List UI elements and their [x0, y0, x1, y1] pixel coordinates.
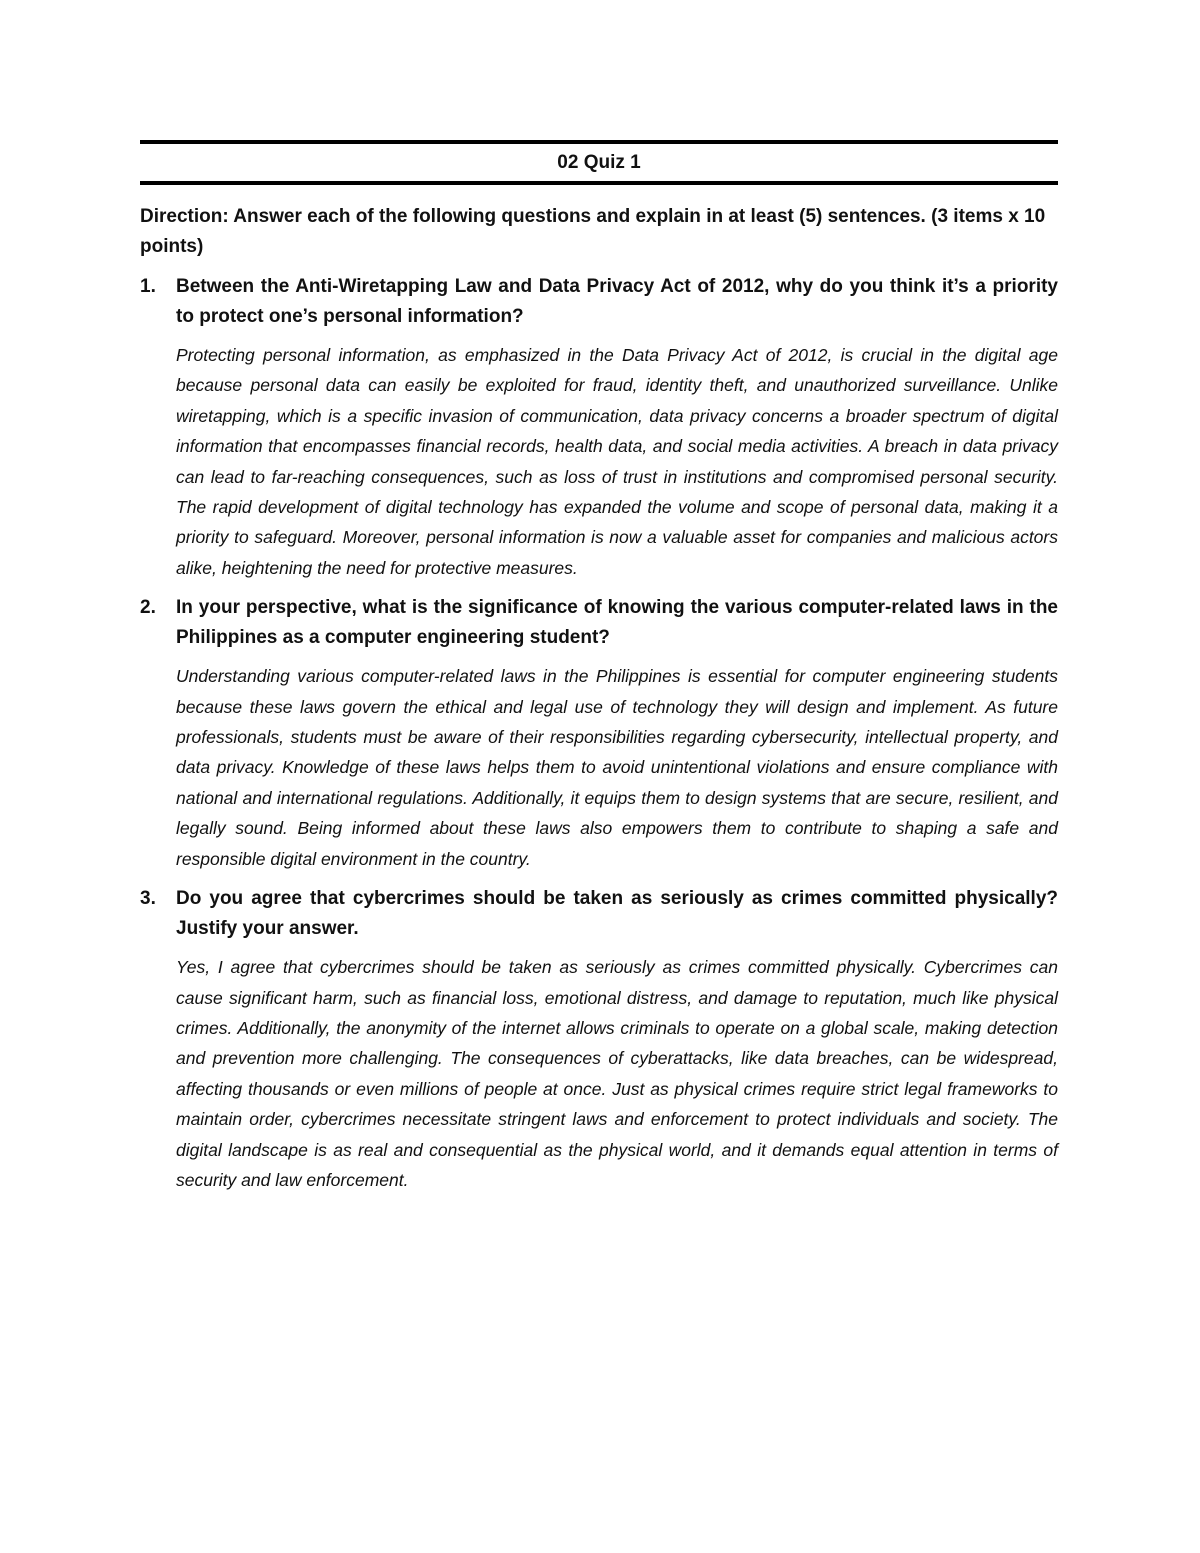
question-text: In your perspective, what is the significance of knowing the various computer-related laws in the Philippines as a computer engineering student? — [176, 597, 1058, 649]
question-2 — [140, 593, 1058, 653]
question-3 — [140, 884, 1058, 944]
document-page — [140, 140, 1058, 1201]
answer-1: Protecting personal information, as emphasized in the Data Privacy Act of 2012, is crucial in the digital age because personal data can easily be exploited for fraud, identity theft, and unauthorized surveillance. Unlike wiretapping, which is a specific invasion of communication, data privacy concerns a broader spectrum of digital information that encompasses financial records, health data, and social media activities. A breach in data privacy can lead to far-reaching consequences, such as loss of trust in institutions and compromised personal security. The rapid development of digital technology has expanded the volume and scope of personal data, making it a priority to safeguard. Moreover, personal information is now a valuable asset for companies and malicious actors alike, heightening the need for protective measures. — [176, 345, 1058, 578]
question-block-1 — [140, 272, 1058, 583]
page-title: 02 Quiz 1 — [557, 152, 641, 173]
question-text: Between the Anti-Wiretapping Law and Data Privacy Act of 2012, why do you think it’s a priority to protect one’s personal information? — [176, 276, 1058, 327]
question-number: 2. — [140, 597, 156, 619]
direction-text: Direction: Answer each of the following questions and explain in at least (5) sentences. (3 items x 10 points) — [140, 206, 1046, 257]
answer-3: Yes, I agree that cybercrimes should be taken as seriously as crimes committed physically. Cybercrimes can cause significant harm, such as financial loss, emotional distress, and damage to reputation, much like physical crimes. Additionally, the anonymity of the internet allows criminals to operate on a global scale, making detection and prevention more challenging. The consequences of cyberattacks, like data breaches, can be widespread, affecting thousands or even millions of people at once. Just as physical crimes require strict legal frameworks to maintain order, cybercrimes necessitate stringent laws and enforcement to protect individuals and society. The digital landscape is as real and consequential as the physical world, and it demands equal attention in terms of security and law enforcement. — [176, 957, 1058, 1190]
question-number: 1. — [140, 276, 156, 297]
title-bottom-rule — [140, 181, 1058, 185]
question-1 — [140, 272, 1058, 332]
question-block-3 — [140, 884, 1058, 1195]
answer-2: Understanding various computer-related laws in the Philippines is essential for computer engineering students because these laws govern the ethical and legal use of technology they will design and implement. As future professionals, students must be aware of their responsibilities regarding cybersecurity, intellectual property, and data privacy. Knowledge of these laws helps them to avoid unintentional violations and ensure compliance with national and international regulations. Additionally, it equips them to design systems that are secure, resilient, and legally sound. Being informed about these laws also empowers them to contribute to shaping a safe and responsible digital environment in the country. — [176, 666, 1058, 869]
question-text: Do you agree that cybercrimes should be taken as seriously as crimes committed physically? Justify your answer. — [176, 888, 1058, 940]
question-block-2 — [140, 593, 1058, 874]
question-number: 3. — [140, 888, 156, 910]
